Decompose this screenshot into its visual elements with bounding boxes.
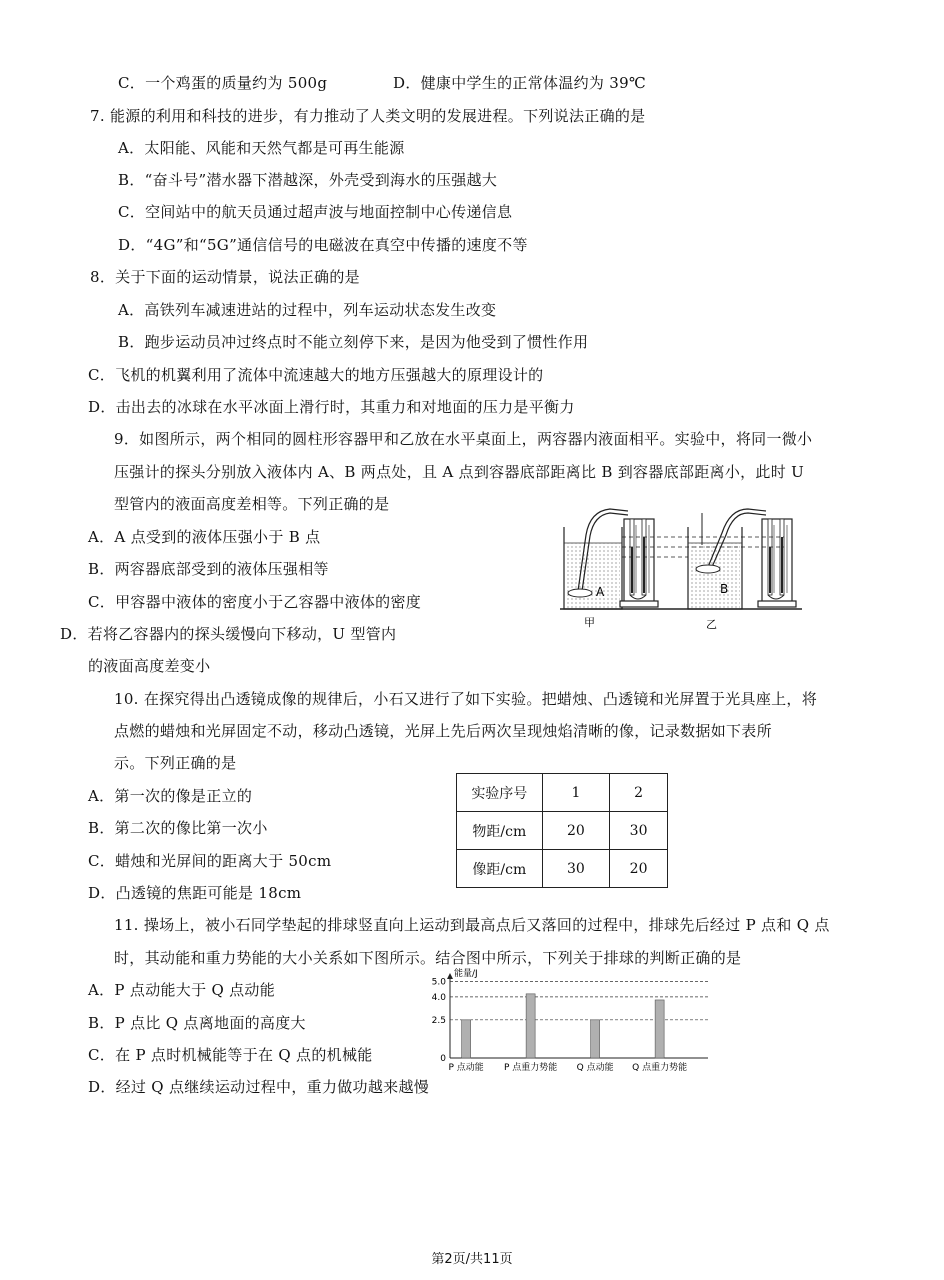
container-jia (564, 509, 658, 609)
q11-stem-line1: 11. 操场上，被小石同学垫起的排球竖直向上运动到最高点后又落回的过程中，排球先后经过 P 点和 Q 点 (114, 916, 830, 934)
y-tick-label: 0 (440, 1054, 446, 1064)
bar (462, 1020, 471, 1058)
x-tick-label: P 点重力势能 (503, 1063, 558, 1073)
label-yi: 乙 (706, 618, 717, 631)
table-cell: 2 (610, 774, 668, 812)
q11-option-b: B．P 点比 Q 点离地面的高度大 (88, 1014, 306, 1032)
point-a-label: A (596, 585, 605, 599)
q7-option-c: C．空间站中的航天员通过超声波与地面控制中心传递信息 (118, 203, 513, 221)
q10-stem-line3: 示。下列正确的是 (114, 754, 237, 772)
q10-option-d: D．凸透镜的焦距可能是 18cm (88, 884, 302, 902)
container-yi (688, 509, 796, 609)
q9-option-c: C．甲容器中液体的密度小于乙容器中液体的密度 (88, 593, 422, 611)
table-cell: 30 (542, 850, 610, 888)
q9-option-d-line1: D．若将乙容器内的探头缓慢向下移动，U 型管内 (60, 625, 397, 643)
q7-option-b: B．“奋斗号”潜水器下潜越深，外壳受到海水的压强越大 (118, 171, 498, 189)
q11-option-c: C．在 P 点时机械能等于在 Q 点的机械能 (88, 1046, 373, 1064)
q11-stem-line2: 时，其动能和重力势能的大小关系如下图所示。结合图中所示，下列关于排球的判断正确的是 (114, 949, 742, 967)
q9-option-b: B．两容器底部受到的液体压强相等 (88, 560, 329, 578)
q9-stem-line3: 型管内的液面高度差相等。下列正确的是 (114, 495, 390, 513)
q9-option-a: A．A 点受到的液体压强小于 B 点 (88, 528, 321, 546)
q10-option-c: C．蜡烛和光屏间的距离大于 50cm (88, 852, 332, 870)
y-tick-label: 2.5 (431, 1015, 446, 1026)
y-tick-label: 4.0 (431, 992, 446, 1003)
table-cell: 30 (610, 812, 668, 850)
q8-option-d: D．击出去的冰球在水平冰面上滑行时，其重力和对地面的压力是平衡力 (88, 398, 575, 416)
table-cell: 20 (542, 812, 610, 850)
page-footer: 第2页/共11页 (431, 1252, 513, 1267)
table-cell: 像距/cm (457, 850, 543, 888)
table-row (457, 850, 668, 888)
table-cell: 20 (610, 850, 668, 888)
table-row (457, 774, 668, 812)
bar (526, 994, 535, 1058)
q11-option-d: D．经过 Q 点继续运动过程中，重力做功越来越慢 (88, 1078, 430, 1096)
q7-option-a: A．太阳能、风能和天然气都是可再生能源 (118, 139, 405, 157)
q7-stem: 7. 能源的利用和科技的进步，有力推动了人类文明的发展进程。下列说法正确的是 (90, 107, 646, 125)
q10-option-a: A．第一次的像是正立的 (88, 787, 253, 805)
x-tick-label: Q 点动能 (576, 1063, 614, 1073)
point-b-label: B (720, 582, 729, 596)
q6-option-c: C．一个鸡蛋的质量约为 500g (118, 74, 328, 92)
q8-option-a: A．高铁列车减速进站的过程中，列车运动状态发生改变 (118, 301, 497, 319)
q8-option-b: B．跑步运动员冲过终点时不能立刻停下来，是因为他受到了惯性作用 (118, 333, 589, 351)
table-cell: 实验序号 (457, 774, 543, 812)
q8-stem: 8．关于下面的运动情景，说法正确的是 (90, 268, 360, 286)
y-axis-arrow (447, 973, 453, 979)
q6-option-d: D．健康中学生的正常体温约为 39℃ (393, 74, 647, 92)
y-tick-label: 5.0 (431, 977, 446, 988)
q10-option-b: B．第二次的像比第一次小 (88, 819, 268, 837)
y-axis-label: 能量/J (454, 969, 478, 979)
q10-stem-line1: 10. 在探究得出凸透镜成像的规律后，小石又进行了如下实验。把蜡烛、凸透镜和光屏置于光具座上，将 (114, 690, 818, 708)
q9-stem-line2: 压强计的探头分别放入液体内 A、B 两点处，且 A 点到容器底部距离比 B 到容器底部距离小，此时 U (114, 463, 805, 481)
table-cell: 1 (542, 774, 610, 812)
label-jia: 甲 (584, 616, 595, 629)
q9-stem-line1: 9．如图所示，两个相同的圆柱形容器甲和乙放在水平桌面上，两容器内液面相平。实验中，将同一微小 (114, 430, 813, 448)
q7-option-d: D．“4G”和“5G”通信信号的电磁波在真空中传播的速度不等 (118, 236, 528, 254)
x-tick-label: Q 点重力势能 (632, 1063, 688, 1073)
q8-option-c: C．飞机的机翼利用了流体中流速越大的地方压强越大的原理设计的 (88, 366, 544, 384)
bar (591, 1020, 600, 1058)
bar (655, 1000, 664, 1058)
q9-option-d-line2: 的液面高度差变小 (88, 657, 211, 675)
table-row (457, 812, 668, 850)
q10-stem-line2: 点燃的蜡烛和光屏固定不动，移动凸透镜，光屏上先后两次呈现烛焰清晰的像，记录数据如下表所 (114, 722, 772, 740)
q11-option-a: A．P 点动能大于 Q 点动能 (88, 981, 276, 999)
x-tick-label: P 点动能 (448, 1063, 484, 1073)
pressure-gauge-diagram (558, 505, 804, 631)
table-cell: 物距/cm (457, 812, 543, 850)
energy-bar-chart (420, 966, 720, 1076)
lens-data-table (456, 773, 668, 888)
